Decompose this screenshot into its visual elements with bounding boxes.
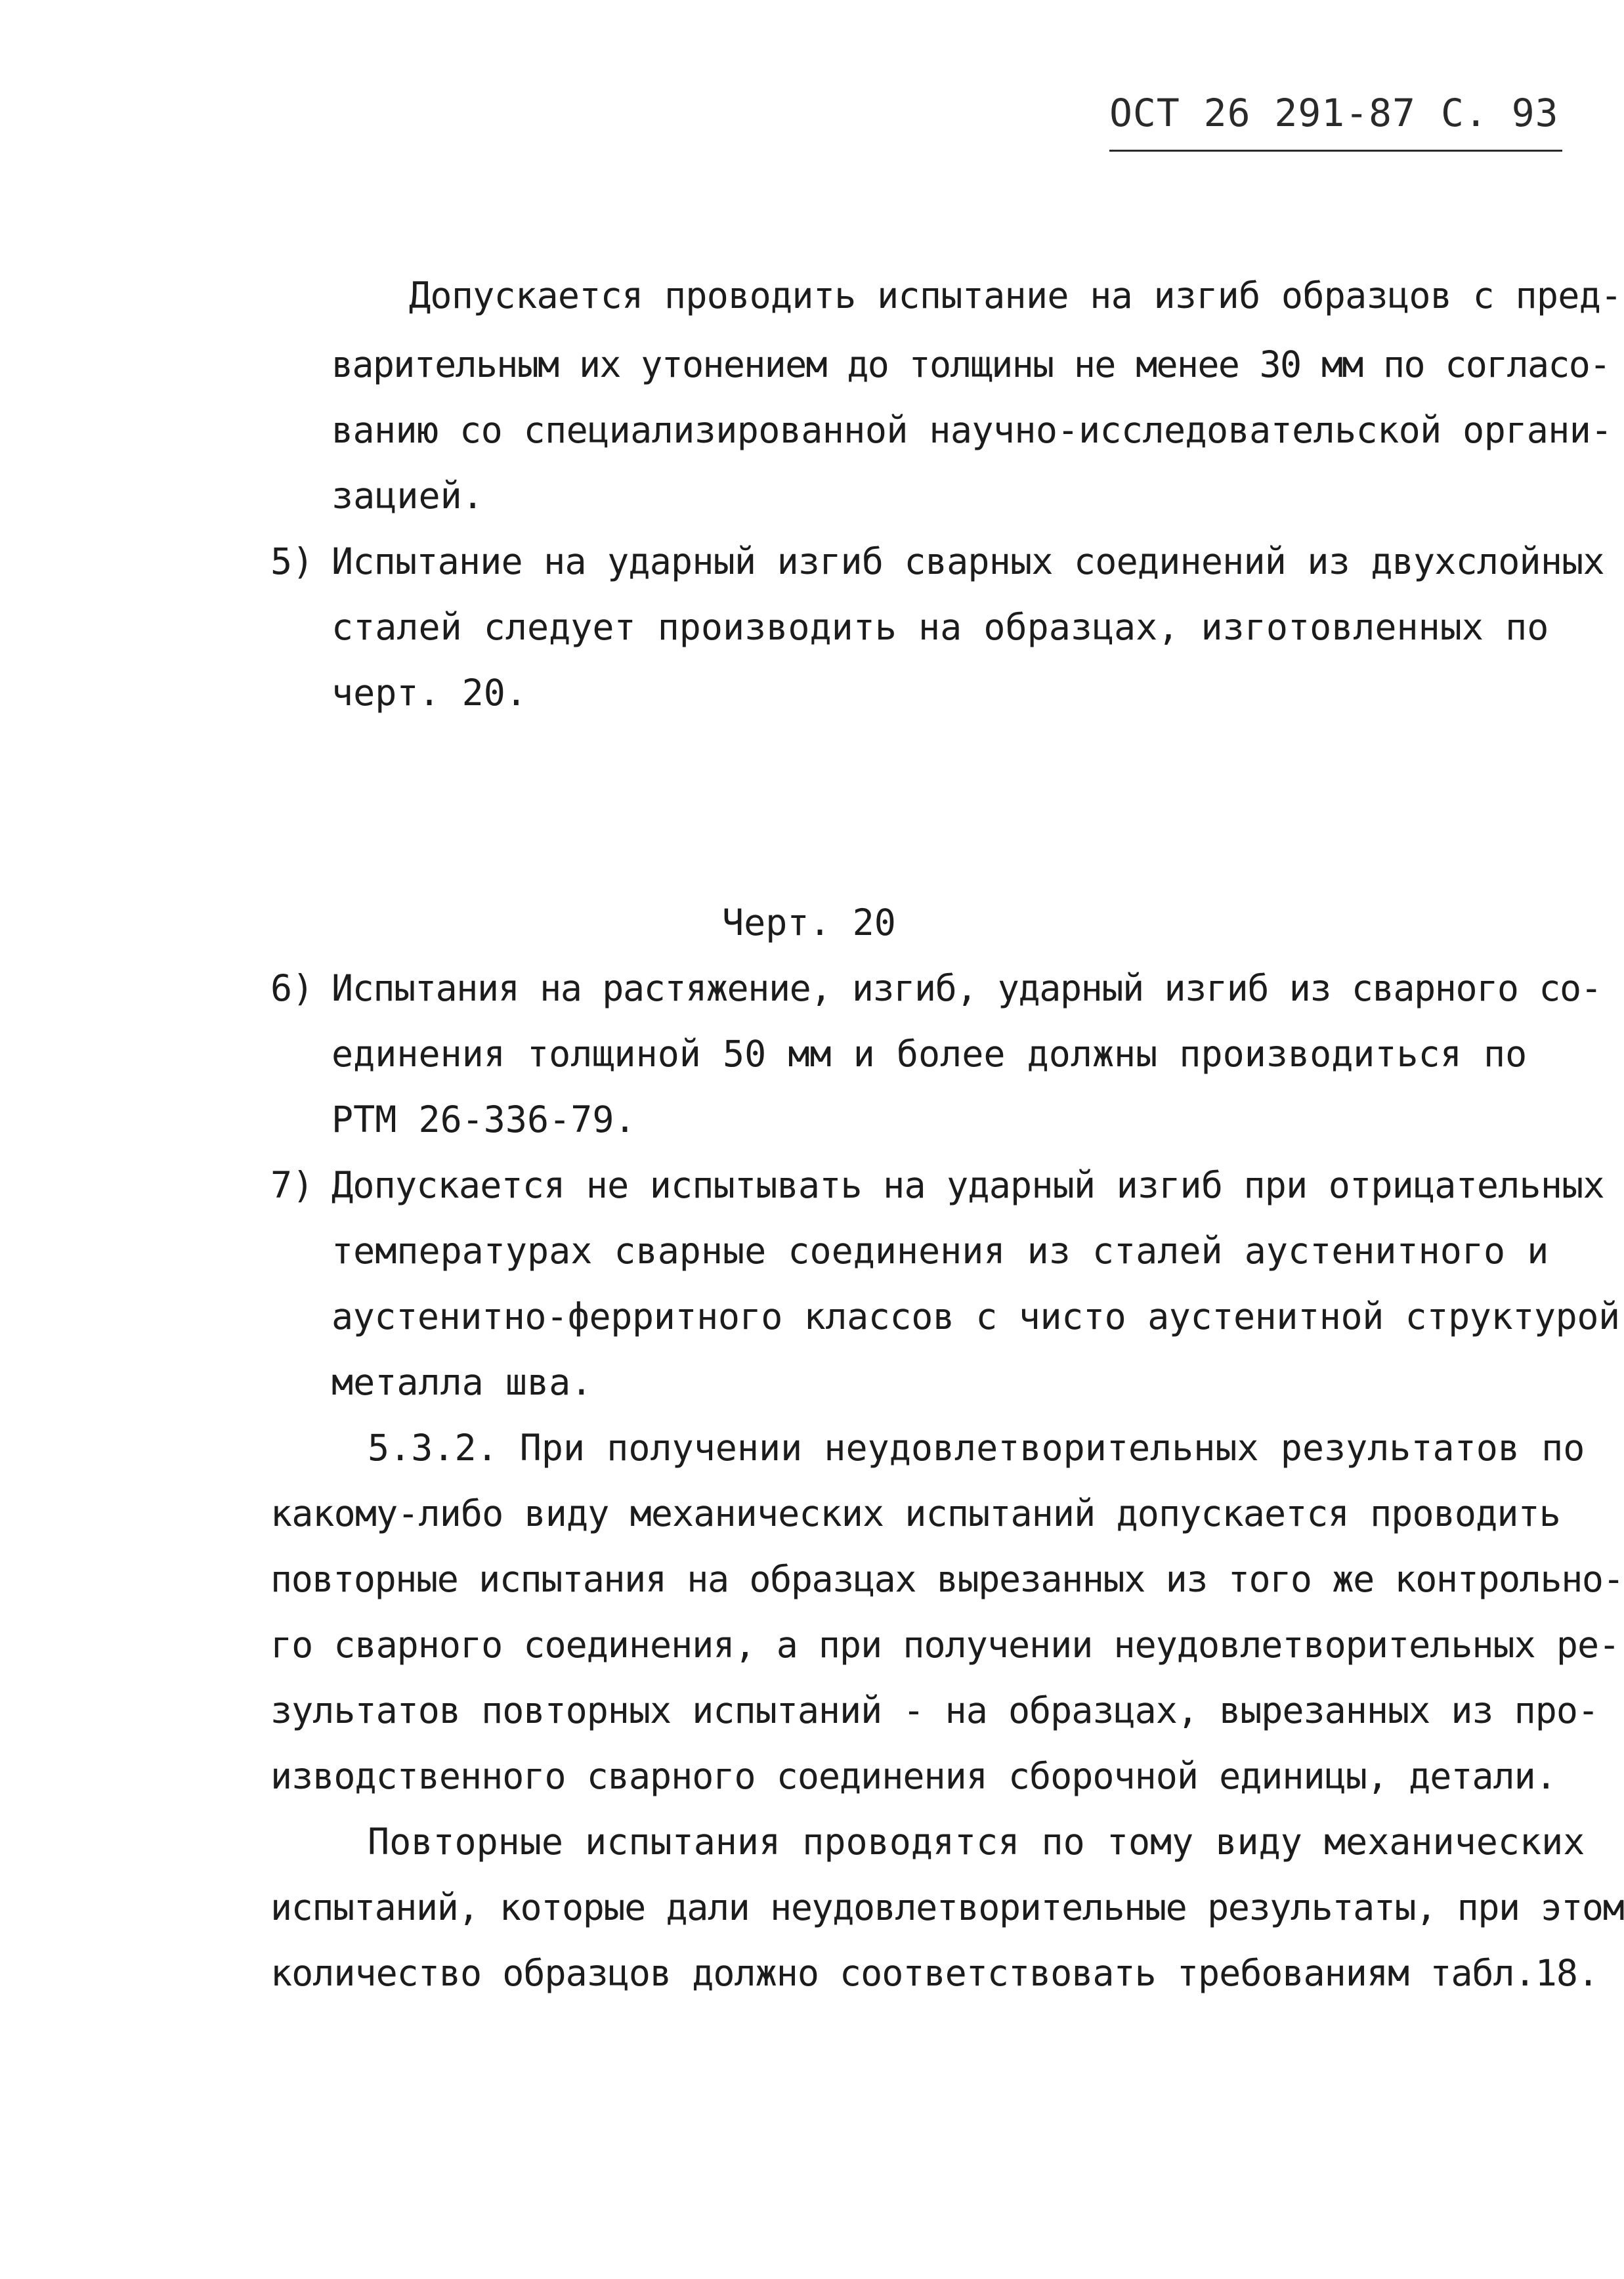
text-line: зацией. (331, 475, 484, 517)
text-line: варительным их утонением до толщины не менее 30 мм по согласо- (331, 343, 1610, 385)
header-doc-id: ОСТ 26 291-87 (1109, 91, 1416, 135)
list-item-number: 5) (270, 540, 314, 582)
header-page-number: С. 93 (1441, 91, 1559, 135)
text-line: 5.3.2. При получении неудовлетворительных результатов по (368, 1427, 1585, 1469)
text-line: какому-либо виду механических испытаний допускается проводить (270, 1492, 1560, 1534)
text-line: черт. 20. (331, 672, 528, 714)
text-line: ванию со специализированной научно-исследовательской органи- (331, 409, 1612, 451)
text-line: Допускается проводить испытание на изгиб образцов с пред- (409, 274, 1622, 316)
text-line: металла шва. (331, 1361, 593, 1403)
text-line: температурах сварные соединения из сталей аустенитного и (331, 1230, 1549, 1272)
header-underline (1109, 150, 1562, 152)
text-line: количество образцов должно соответствовать требованиям табл.18. (270, 1952, 1599, 1994)
text-line: Повторные испытания проводятся по тому виду механических (368, 1821, 1585, 1863)
text-line: сталей следует производить на образцах, изготовленных по (331, 606, 1549, 648)
page-header (1109, 84, 1562, 156)
list-item-number: 6) (270, 967, 314, 1009)
text-line: Допускается не испытывать на ударный изгиб при отрицательных (331, 1164, 1604, 1206)
text-line: изводственного сварного соединения сборочной единицы, детали. (270, 1755, 1556, 1797)
text-line: Испытания на растяжение, изгиб, ударный изгиб из сварного со- (331, 967, 1602, 1009)
text-line: РТМ 26-336-79. (331, 1098, 636, 1140)
text-line: единения толщиной 50 мм и более должны производиться по (331, 1033, 1528, 1075)
figure-caption: Черт. 20 (722, 901, 896, 944)
text-line: Испытание на ударный изгиб сварных соединений из двухслойных (331, 540, 1604, 582)
list-item-number: 7) (270, 1164, 314, 1206)
text-line: го сварного соединения, а при получении неудовлетворительных ре- (270, 1624, 1620, 1666)
text-line: повторные испытания на образцах вырезанных из того же контрольно- (270, 1558, 1624, 1600)
text-line: аустенитно-ферритного классов с чисто аустенитной структурой (331, 1295, 1620, 1337)
text-line: зультатов повторных испытаний - на образцах, вырезанных из про- (270, 1689, 1599, 1731)
text-line: испытаний, которые дали неудовлетворительные результаты, при этом (270, 1886, 1624, 1928)
